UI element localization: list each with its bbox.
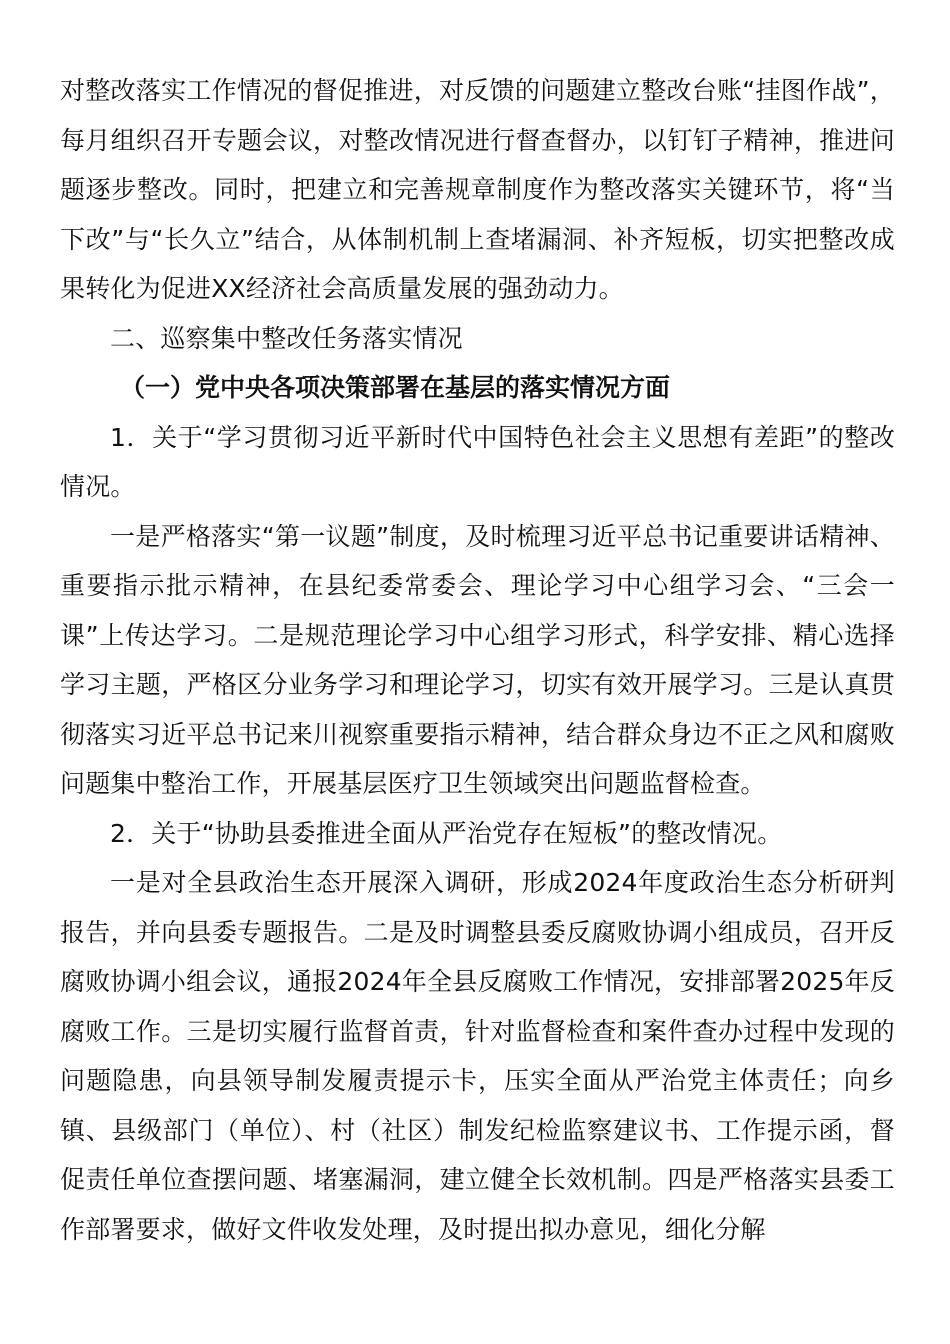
item-title-1: 1．关于“学习贯彻习近平新时代中国特色社会主义思想有差距”的整改情况。 [60, 422, 895, 501]
paragraph-continuation: 对整改落实工作情况的督促推进，对反馈的问题建立整改台账“挂图作战”，每月组织召开专题会议，对整改情况进行督查督办，以钉钉子精神，推进问题逐步整改。同时，把建立和完善规章制度作为整改落实关键环节，将“当下改”与“长久立”结合，从体制机制上查堵漏洞、补齐短板，切实把整改成果转化为促进XX经济社会高质量发展的强劲动力。 [60, 76, 895, 303]
section-title: 二、巡察集中整改任务落实情况 [110, 323, 463, 353]
subsection-heading: （一）党中央各项决策部署在基层的落实情况方面 [120, 373, 671, 402]
item-body-1: 一是严格落实“第一议题”制度，及时梳理习近平总书记重要讲话精神、重要指示批示精神，在县纪委常委会、理论学习中心组学习会、“三会一课”上传达学习。二是规范理论学习中心组学习形式，科学安排、精心选择学习主题，严格区分业务学习和理论学习，切实有效开展学习。三是认真贯彻落实习近平总书记来川视察重要指示精神，结合群众身边不正之风和腐败问题集中整治工作，开展基层医疗卫生领域突出问题监督检查。 [60, 521, 895, 798]
document-page [60, 66, 895, 1254]
item-title-2: 2．关于“协助县委推进全面从严治党存在短板”的整改情况。 [110, 818, 783, 848]
item-body-2: 一是对全县政治生态开展深入调研，形成2024年度政治生态分析研判报告，并向县委专题报告。二是及时调整县委反腐败协调小组成员，召开反腐败协调小组会议，通报2024年全县反腐败工作情况，安排部署2025年反腐败工作。三是切实履行监督首责，针对监督检查和案件查办过程中发现的问题隐患，向县领导制发履责提示卡，压实全面从严治党主体责任；向乡镇、县级部门（单位）、村（社区）制发纪检监察建议书、工作提示函，督促责任单位查摆问题、堵塞漏洞，建立健全长效机制。四是严格落实县委工作部署要求，做好文件收发处理，及时提出拟办意见，细化分解 [60, 868, 895, 1244]
